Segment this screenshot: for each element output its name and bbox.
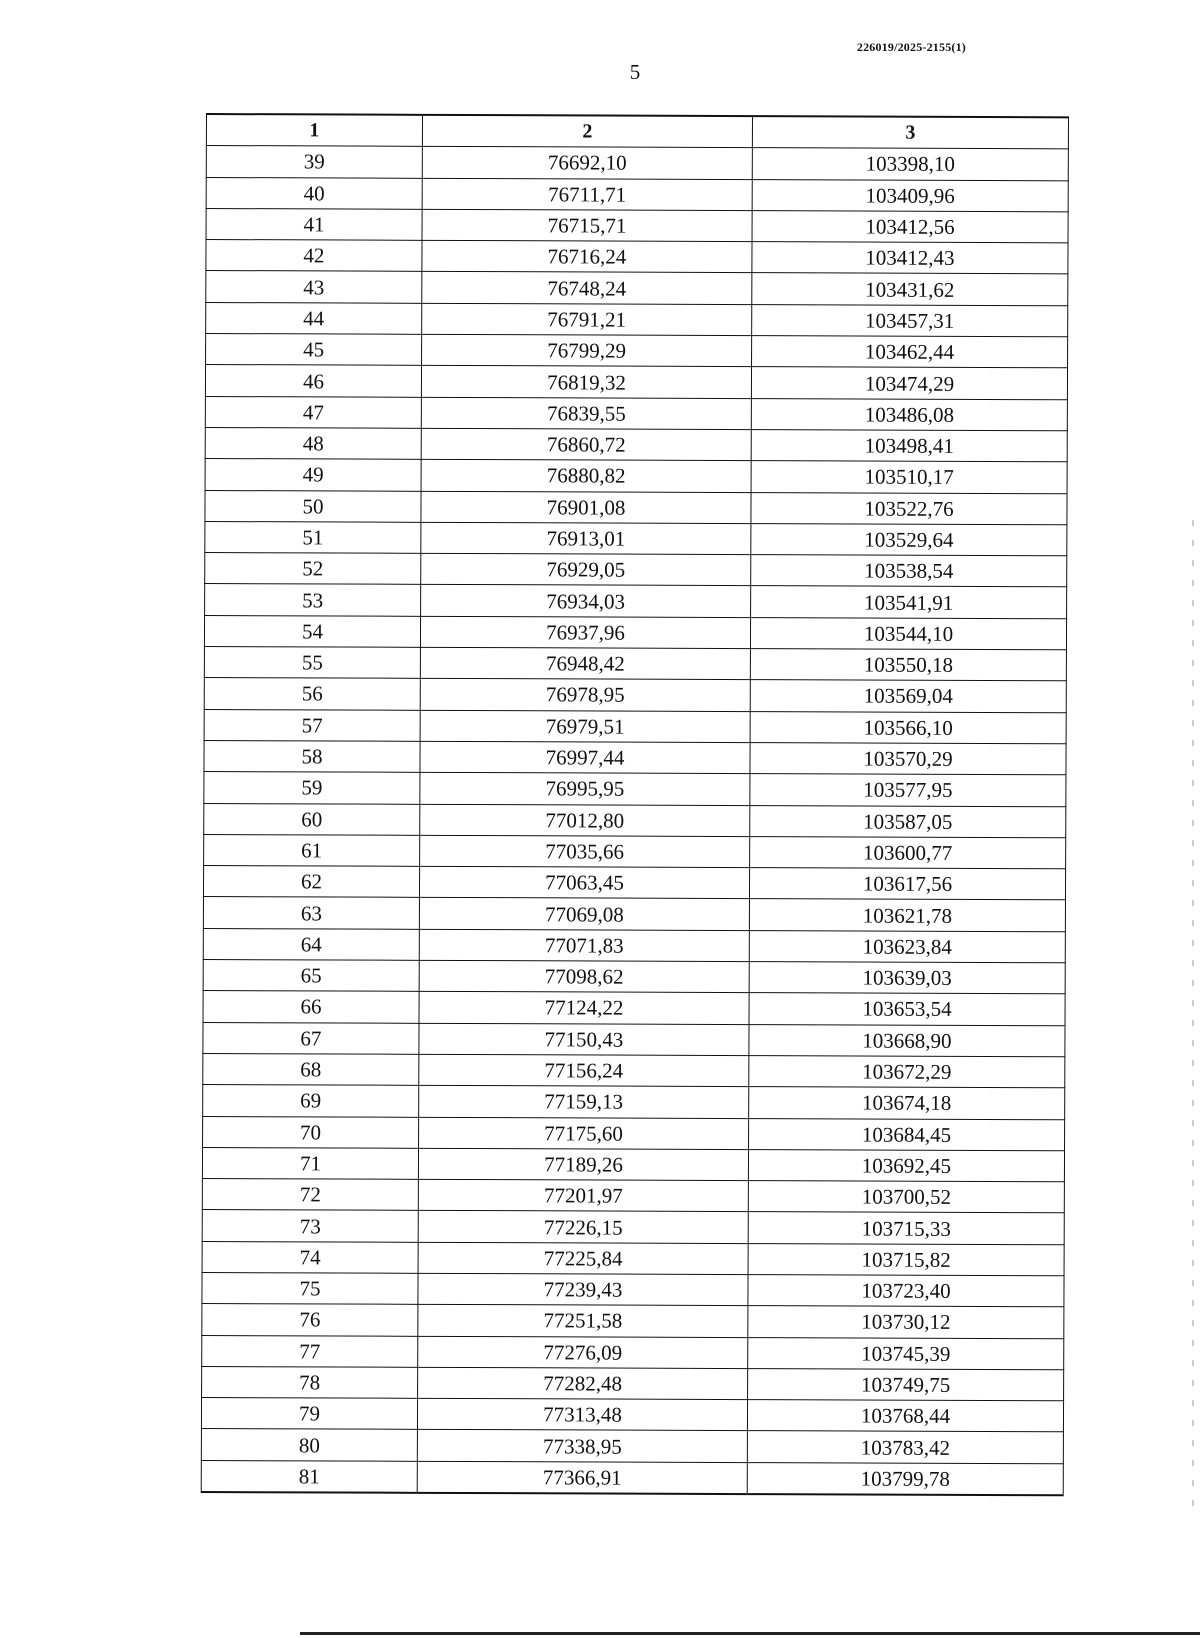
- table-row: [203, 928, 1065, 963]
- x-coordinate-cell: 77035,66: [420, 835, 750, 868]
- y-coordinate-cell: 103653,54: [749, 993, 1065, 1026]
- y-coordinate-cell: 103623,84: [749, 930, 1065, 963]
- point-number-cell: 65: [203, 960, 419, 992]
- table-row: [205, 365, 1067, 400]
- x-coordinate-cell: 76711,71: [422, 178, 752, 211]
- x-coordinate-cell: 77012,80: [420, 804, 750, 837]
- y-coordinate-cell: 103544,10: [750, 617, 1066, 650]
- point-number-cell: 67: [203, 1022, 419, 1054]
- x-coordinate-cell: 76901,08: [421, 491, 751, 524]
- column-header-1: 1: [206, 114, 422, 147]
- table-row: [202, 1179, 1064, 1214]
- table-row: [203, 1085, 1065, 1120]
- y-coordinate-cell: 103692,45: [748, 1149, 1064, 1182]
- table-row: [203, 960, 1065, 995]
- point-number-cell: 58: [204, 740, 420, 772]
- y-coordinate-cell: 103570,29: [750, 743, 1066, 776]
- x-coordinate-cell: 77124,22: [419, 992, 749, 1025]
- table-row: [206, 177, 1068, 212]
- x-coordinate-cell: 77313,48: [417, 1398, 747, 1431]
- x-coordinate-cell: 76819,32: [421, 366, 751, 399]
- y-coordinate-cell: 103723,40: [748, 1275, 1064, 1308]
- page-number: 5: [629, 60, 641, 84]
- point-number-cell: 72: [202, 1179, 418, 1211]
- x-coordinate-cell: 77338,95: [417, 1430, 747, 1463]
- x-coordinate-cell: 77226,15: [418, 1211, 748, 1244]
- table-row: [206, 240, 1068, 275]
- y-coordinate-cell: 103569,04: [750, 680, 1066, 713]
- point-number-cell: 70: [203, 1116, 419, 1148]
- point-number-cell: 51: [205, 521, 421, 553]
- y-coordinate-cell: 103398,10: [752, 148, 1068, 181]
- table-row: [205, 584, 1067, 619]
- table-row: [203, 991, 1065, 1026]
- point-number-cell: 75: [202, 1272, 418, 1304]
- table-row: [203, 1053, 1065, 1088]
- table-row: [202, 1366, 1064, 1401]
- table-row: [204, 709, 1066, 744]
- point-number-cell: 76: [202, 1304, 418, 1336]
- y-coordinate-cell: 103715,33: [748, 1212, 1064, 1245]
- table-row: [201, 1460, 1063, 1495]
- y-coordinate-cell: 103672,29: [749, 1055, 1065, 1088]
- x-coordinate-cell: 77071,83: [419, 929, 749, 962]
- table-body: [201, 146, 1068, 1496]
- x-coordinate-cell: 77150,43: [419, 1023, 749, 1056]
- x-coordinate-cell: 77282,48: [418, 1367, 748, 1400]
- table-row: [206, 208, 1068, 243]
- x-coordinate-cell: 76880,82: [421, 460, 751, 493]
- table-row: [202, 1335, 1064, 1370]
- x-coordinate-cell: 76948,42: [420, 647, 750, 680]
- table-row: [206, 334, 1068, 369]
- column-header-2: 2: [422, 115, 752, 148]
- x-coordinate-cell: 76979,51: [420, 710, 750, 743]
- coordinates-table-container: [201, 113, 1068, 1496]
- y-coordinate-cell: 103715,82: [748, 1243, 1064, 1276]
- y-coordinate-cell: 103730,12: [748, 1306, 1064, 1339]
- y-coordinate-cell: 103639,03: [749, 962, 1065, 995]
- x-coordinate-cell: 76937,96: [420, 616, 750, 649]
- table-row: [205, 427, 1067, 462]
- table-row: [206, 271, 1068, 306]
- point-number-cell: 47: [205, 396, 421, 428]
- y-coordinate-cell: 103457,31: [752, 304, 1068, 337]
- x-coordinate-cell: 77069,08: [419, 898, 749, 931]
- y-coordinate-cell: 103431,62: [752, 273, 1068, 306]
- table-row: [206, 302, 1068, 337]
- x-coordinate-cell: 77251,58: [418, 1305, 748, 1338]
- point-number-cell: 62: [203, 866, 419, 898]
- y-coordinate-cell: 103768,44: [747, 1400, 1063, 1433]
- x-coordinate-cell: 76929,05: [421, 553, 751, 586]
- x-coordinate-cell: 77276,09: [418, 1336, 748, 1369]
- coordinates-table: [201, 113, 1069, 1496]
- table-row: [203, 866, 1065, 901]
- y-coordinate-cell: 103799,78: [747, 1462, 1063, 1495]
- point-number-cell: 71: [202, 1147, 418, 1179]
- x-coordinate-cell: 76997,44: [420, 741, 750, 774]
- table-row: [203, 897, 1065, 932]
- y-coordinate-cell: 103700,52: [748, 1181, 1064, 1214]
- x-coordinate-cell: 77098,62: [419, 960, 749, 993]
- y-coordinate-cell: 103749,75: [748, 1368, 1064, 1401]
- point-number-cell: 66: [203, 991, 419, 1023]
- table-row: [204, 834, 1066, 869]
- document-number: 226019/2025-2155(1): [856, 40, 966, 54]
- x-coordinate-cell: 76995,95: [420, 773, 750, 806]
- point-number-cell: 44: [206, 302, 422, 334]
- bottom-scan-line: [300, 1632, 1200, 1635]
- y-coordinate-cell: 103621,78: [749, 899, 1065, 932]
- table-row: [202, 1147, 1064, 1182]
- y-coordinate-cell: 103684,45: [749, 1118, 1065, 1151]
- x-coordinate-cell: 76934,03: [421, 585, 751, 618]
- table-row: [206, 146, 1068, 181]
- x-coordinate-cell: 77366,91: [417, 1461, 747, 1494]
- table-row: [202, 1241, 1064, 1276]
- table-row: [204, 803, 1066, 838]
- point-number-cell: 45: [206, 334, 422, 366]
- table-row: [205, 396, 1067, 431]
- x-coordinate-cell: 76799,29: [422, 334, 752, 367]
- table-row: [204, 740, 1066, 775]
- column-header-3: 3: [752, 116, 1068, 149]
- y-coordinate-cell: 103409,96: [752, 179, 1068, 212]
- x-coordinate-cell: 77189,26: [418, 1148, 748, 1181]
- x-coordinate-cell: 76860,72: [421, 428, 751, 461]
- point-number-cell: 52: [205, 553, 421, 585]
- point-number-cell: 60: [204, 803, 420, 835]
- y-coordinate-cell: 103529,64: [751, 523, 1067, 556]
- scan-edge-mark: [1192, 520, 1194, 1520]
- x-coordinate-cell: 76692,10: [422, 147, 752, 180]
- y-coordinate-cell: 103510,17: [751, 461, 1067, 494]
- point-number-cell: 64: [203, 928, 419, 960]
- point-number-cell: 68: [203, 1053, 419, 1085]
- table-row: [201, 1429, 1063, 1464]
- y-coordinate-cell: 103541,91: [751, 586, 1067, 619]
- point-number-cell: 74: [202, 1241, 418, 1273]
- y-coordinate-cell: 103783,42: [747, 1431, 1063, 1464]
- point-number-cell: 41: [206, 208, 422, 240]
- x-coordinate-cell: 77156,24: [419, 1054, 749, 1087]
- point-number-cell: 69: [203, 1085, 419, 1117]
- point-number-cell: 40: [206, 177, 422, 209]
- x-coordinate-cell: 76716,24: [422, 241, 752, 274]
- table-row: [204, 647, 1066, 682]
- y-coordinate-cell: 103674,18: [749, 1087, 1065, 1120]
- x-coordinate-cell: 76839,55: [421, 397, 751, 430]
- y-coordinate-cell: 103668,90: [749, 1024, 1065, 1057]
- point-number-cell: 61: [204, 834, 420, 866]
- point-number-cell: 49: [205, 459, 421, 491]
- table-row: [204, 772, 1066, 807]
- point-number-cell: 81: [201, 1460, 417, 1493]
- table-row: [205, 490, 1067, 525]
- point-number-cell: 42: [206, 240, 422, 272]
- point-number-cell: 50: [205, 490, 421, 522]
- point-number-cell: 80: [201, 1429, 417, 1461]
- table-row: [203, 1022, 1065, 1057]
- y-coordinate-cell: 103498,41: [751, 430, 1067, 463]
- y-coordinate-cell: 103462,44: [752, 336, 1068, 369]
- table-row: [202, 1272, 1064, 1307]
- y-coordinate-cell: 103617,56: [749, 868, 1065, 901]
- x-coordinate-cell: 77225,84: [418, 1242, 748, 1275]
- y-coordinate-cell: 103412,56: [752, 210, 1068, 243]
- x-coordinate-cell: 76715,71: [422, 209, 752, 242]
- x-coordinate-cell: 76748,24: [422, 272, 752, 305]
- y-coordinate-cell: 103600,77: [750, 836, 1066, 869]
- y-coordinate-cell: 103550,18: [750, 649, 1066, 682]
- y-coordinate-cell: 103577,95: [750, 774, 1066, 807]
- point-number-cell: 46: [205, 365, 421, 397]
- point-number-cell: 56: [204, 678, 420, 710]
- table-row: [205, 521, 1067, 556]
- point-number-cell: 79: [201, 1398, 417, 1430]
- point-number-cell: 39: [206, 146, 422, 178]
- x-coordinate-cell: 77201,97: [418, 1179, 748, 1212]
- table-row: [203, 1116, 1065, 1151]
- table-header-row: [206, 114, 1068, 149]
- table-row: [202, 1210, 1064, 1245]
- table-row: [201, 1398, 1063, 1433]
- point-number-cell: 48: [205, 427, 421, 459]
- table-row: [204, 678, 1066, 713]
- point-number-cell: 59: [204, 772, 420, 804]
- point-number-cell: 53: [205, 584, 421, 616]
- y-coordinate-cell: 103587,05: [750, 805, 1066, 838]
- y-coordinate-cell: 103566,10: [750, 711, 1066, 744]
- point-number-cell: 54: [204, 615, 420, 647]
- y-coordinate-cell: 103486,08: [751, 398, 1067, 431]
- point-number-cell: 77: [202, 1335, 418, 1367]
- x-coordinate-cell: 76978,95: [420, 679, 750, 712]
- x-coordinate-cell: 77239,43: [418, 1273, 748, 1306]
- y-coordinate-cell: 103474,29: [751, 367, 1067, 400]
- table-row: [204, 615, 1066, 650]
- x-coordinate-cell: 77063,45: [419, 866, 749, 899]
- point-number-cell: 55: [204, 647, 420, 679]
- point-number-cell: 57: [204, 709, 420, 741]
- table-row: [205, 553, 1067, 588]
- y-coordinate-cell: 103522,76: [751, 492, 1067, 525]
- y-coordinate-cell: 103538,54: [751, 555, 1067, 588]
- x-coordinate-cell: 76791,21: [422, 303, 752, 336]
- x-coordinate-cell: 77175,60: [419, 1117, 749, 1150]
- y-coordinate-cell: 103412,43: [752, 242, 1068, 275]
- point-number-cell: 78: [202, 1366, 418, 1398]
- point-number-cell: 73: [202, 1210, 418, 1242]
- table-row: [202, 1304, 1064, 1339]
- point-number-cell: 63: [203, 897, 419, 929]
- x-coordinate-cell: 76913,01: [421, 522, 751, 555]
- point-number-cell: 43: [206, 271, 422, 303]
- x-coordinate-cell: 77159,13: [419, 1086, 749, 1119]
- y-coordinate-cell: 103745,39: [748, 1337, 1064, 1370]
- table-row: [205, 459, 1067, 494]
